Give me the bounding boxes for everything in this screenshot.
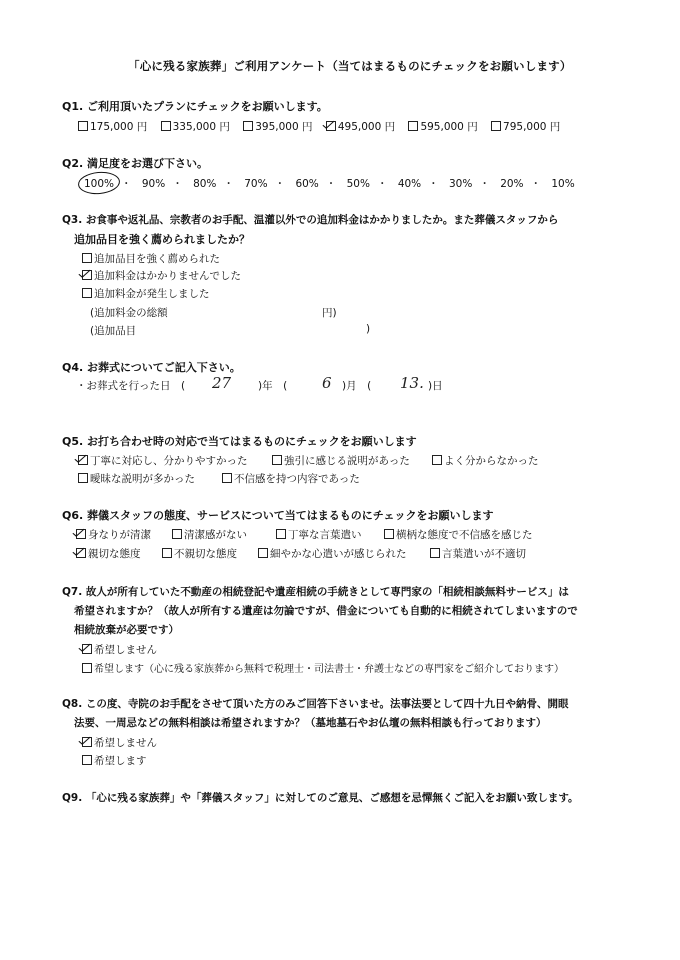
q6-option-arrogant[interactable]: 横柄な態度で不信感を感じた [384, 527, 533, 542]
checkbox[interactable] [162, 548, 172, 558]
q6-option-unkind[interactable]: 不親切な態度 [162, 546, 237, 561]
q2-option-30[interactable]: 30% [449, 178, 473, 190]
q4-year-value[interactable]: 27 [212, 374, 232, 392]
q4-year-unit: )年 ( [258, 380, 288, 392]
q2-option-20[interactable]: 20% [500, 178, 524, 190]
checkbox[interactable] [430, 548, 440, 558]
q1-option-495000[interactable]: 495,000 円 [326, 119, 395, 134]
q3-items-close: ) [366, 323, 371, 335]
q9-label: Q9. 「心に残る家族葬」や「葬儀スタッフ」に対してのご意見、ご感想を忌憚無くご記入をお願い致します。 [62, 792, 579, 804]
checkbox[interactable] [82, 755, 92, 765]
survey-title: 「心に残る家族葬」ご利用アンケート（当てはまるものにチェックをお願いします） [128, 59, 572, 73]
q4-label: Q4. お葬式についてご記入下さい。 [62, 361, 241, 374]
checkbox-checked[interactable] [78, 455, 88, 465]
q1-label: Q1. ご利用頂いたプランにチェックをお願いします。 [62, 100, 328, 113]
q6-option-polite-speech[interactable]: 丁寧な言葉遣い [276, 527, 362, 542]
q7-option-no[interactable]: 希望しません [82, 642, 157, 657]
checkbox[interactable] [82, 253, 92, 263]
q1-option-335000[interactable]: 335,000 円 [161, 119, 230, 134]
q8-label-line2: 法要、一周忌などの無料相談は希望されますか？（墓地墓石やお仏壇の無料相談も行っております） [74, 717, 547, 729]
q3-amount-unit: 円) [322, 307, 337, 319]
checkbox[interactable] [78, 473, 88, 483]
q2-option-60[interactable]: 60% [295, 178, 319, 190]
q7-label-line3: 相続放棄が必要です） [74, 624, 179, 636]
q6-option-attentive[interactable]: 細やかな心遣いが感じられた [258, 546, 407, 561]
checkbox[interactable] [82, 663, 92, 673]
q3-items-label: (追加品目 [90, 325, 137, 337]
q1-option-595000[interactable]: 595,000 円 [408, 119, 477, 134]
q2-options: 100% ・ 90% ・ 80% ・ 70% ・ 60% ・ 50% ・ 40% ・ 30% ・ 20% ・ 10% [84, 178, 575, 190]
checkbox[interactable] [222, 473, 232, 483]
q1-option-795000[interactable]: 795,000 円 [491, 119, 560, 134]
q2-option-40[interactable]: 40% [397, 178, 422, 190]
q1-option-175000[interactable]: 175,000 円 [78, 119, 147, 134]
q2-option-100[interactable]: 100% [84, 178, 115, 190]
q9-answer-area[interactable] [62, 812, 622, 942]
checkbox-checked[interactable] [82, 737, 92, 747]
checkbox[interactable] [272, 455, 282, 465]
q5-option-distrust[interactable]: 不信感を持つ内容であった [222, 471, 360, 486]
q6-option-kind[interactable]: 親切な態度 [76, 546, 141, 561]
q4-month-unit: )月 ( [342, 380, 372, 392]
checkbox-checked[interactable] [326, 121, 336, 131]
q7-label-line2: 希望されますか？（故人が所有する遺産は勿論ですが、借金についても自動的に相続されてしまいますので [74, 605, 578, 617]
q1-option-395000[interactable]: 395,000 円 [243, 119, 312, 134]
checkbox-checked[interactable] [76, 529, 86, 539]
q5-option-unclear[interactable]: よく分からなかった [432, 453, 539, 468]
checkbox[interactable] [161, 121, 171, 131]
checkbox[interactable] [258, 548, 268, 558]
checkbox[interactable] [491, 121, 501, 131]
checkbox-checked[interactable] [82, 270, 92, 280]
q5-option-vague[interactable]: 曖昧な説明が多かった [78, 471, 195, 486]
q4-day-unit: )日 [428, 380, 443, 392]
q8-option-no[interactable]: 希望しません [82, 735, 157, 750]
checkbox[interactable] [243, 121, 253, 131]
q2-option-80[interactable]: 80% [193, 178, 217, 190]
checkbox[interactable] [172, 529, 182, 539]
q3-option-2[interactable]: 追加料金はかかりませんでした [82, 268, 241, 283]
q8-option-yes[interactable]: 希望します [82, 753, 147, 768]
q5-option-forceful[interactable]: 強引に感じる説明があった [272, 453, 410, 468]
q3-amount-label: (追加料金の総額 [90, 307, 168, 319]
q2-option-70[interactable]: 70% [244, 178, 268, 190]
checkbox[interactable] [408, 121, 418, 131]
q6-option-improper-speech[interactable]: 言葉遣いが不適切 [430, 546, 526, 561]
q3-label-line2: 追加品目を強く薦められましたか？ [74, 233, 250, 246]
q7-label-line1: Q7. 故人が所有していた不動産の相続登記や遺産相続の手続きとして専門家の「相続相談無料サービス」は [62, 586, 569, 598]
q6-label: Q6. 葬儀スタッフの態度、サービスについて当てはまるものにチェックをお願いします [62, 509, 494, 522]
q7-option-yes[interactable]: 希望します（心に残る家族葬から無料で税理士・司法書士・弁護士などの専門家をご紹介しております） [82, 660, 564, 675]
q2-option-90[interactable]: 90% [141, 178, 166, 190]
q5-option-polite[interactable]: 丁寧に対応し、分かりやすかった [78, 453, 248, 468]
checkbox-checked[interactable] [82, 644, 92, 654]
q6-option-clean[interactable]: 身なりが清潔 [76, 527, 151, 542]
q2-option-10[interactable]: 10% [551, 178, 575, 190]
checkbox[interactable] [78, 121, 88, 131]
q6-option-unclean[interactable]: 清潔感がない [172, 527, 247, 542]
q4-day-value[interactable]: 13. [400, 374, 424, 392]
checkbox[interactable] [276, 529, 286, 539]
checkbox[interactable] [432, 455, 442, 465]
checkbox[interactable] [384, 529, 394, 539]
q1-options [78, 119, 560, 134]
q2-label: Q2. 満足度をお選び下さい。 [62, 157, 209, 170]
q3-label-line1: Q3. お食事や返礼品、宗教者のお手配、温灌以外での追加料金はかかりましたか。また葬儀スタッフから [62, 214, 559, 226]
checkbox[interactable] [82, 288, 92, 298]
q2-option-50[interactable]: 50% [346, 178, 370, 190]
q5-label: Q5. お打ち合わせ時の対応で当てはまるものにチェックをお願いします [62, 435, 417, 448]
q4-month-value[interactable]: 6 [322, 374, 332, 392]
q4-prefix: ・お葬式を行った日 ( [76, 380, 186, 392]
q3-option-1[interactable]: 追加品目を強く薦められた [82, 251, 220, 266]
checkbox-checked[interactable] [76, 548, 86, 558]
q8-label-line1: Q8. この度、寺院のお手配をさせて頂いた方のみご回答下さいませ。法事法要として四十九日や納骨、開眼 [62, 698, 569, 710]
q3-option-3[interactable]: 追加料金が発生しました [82, 286, 210, 301]
